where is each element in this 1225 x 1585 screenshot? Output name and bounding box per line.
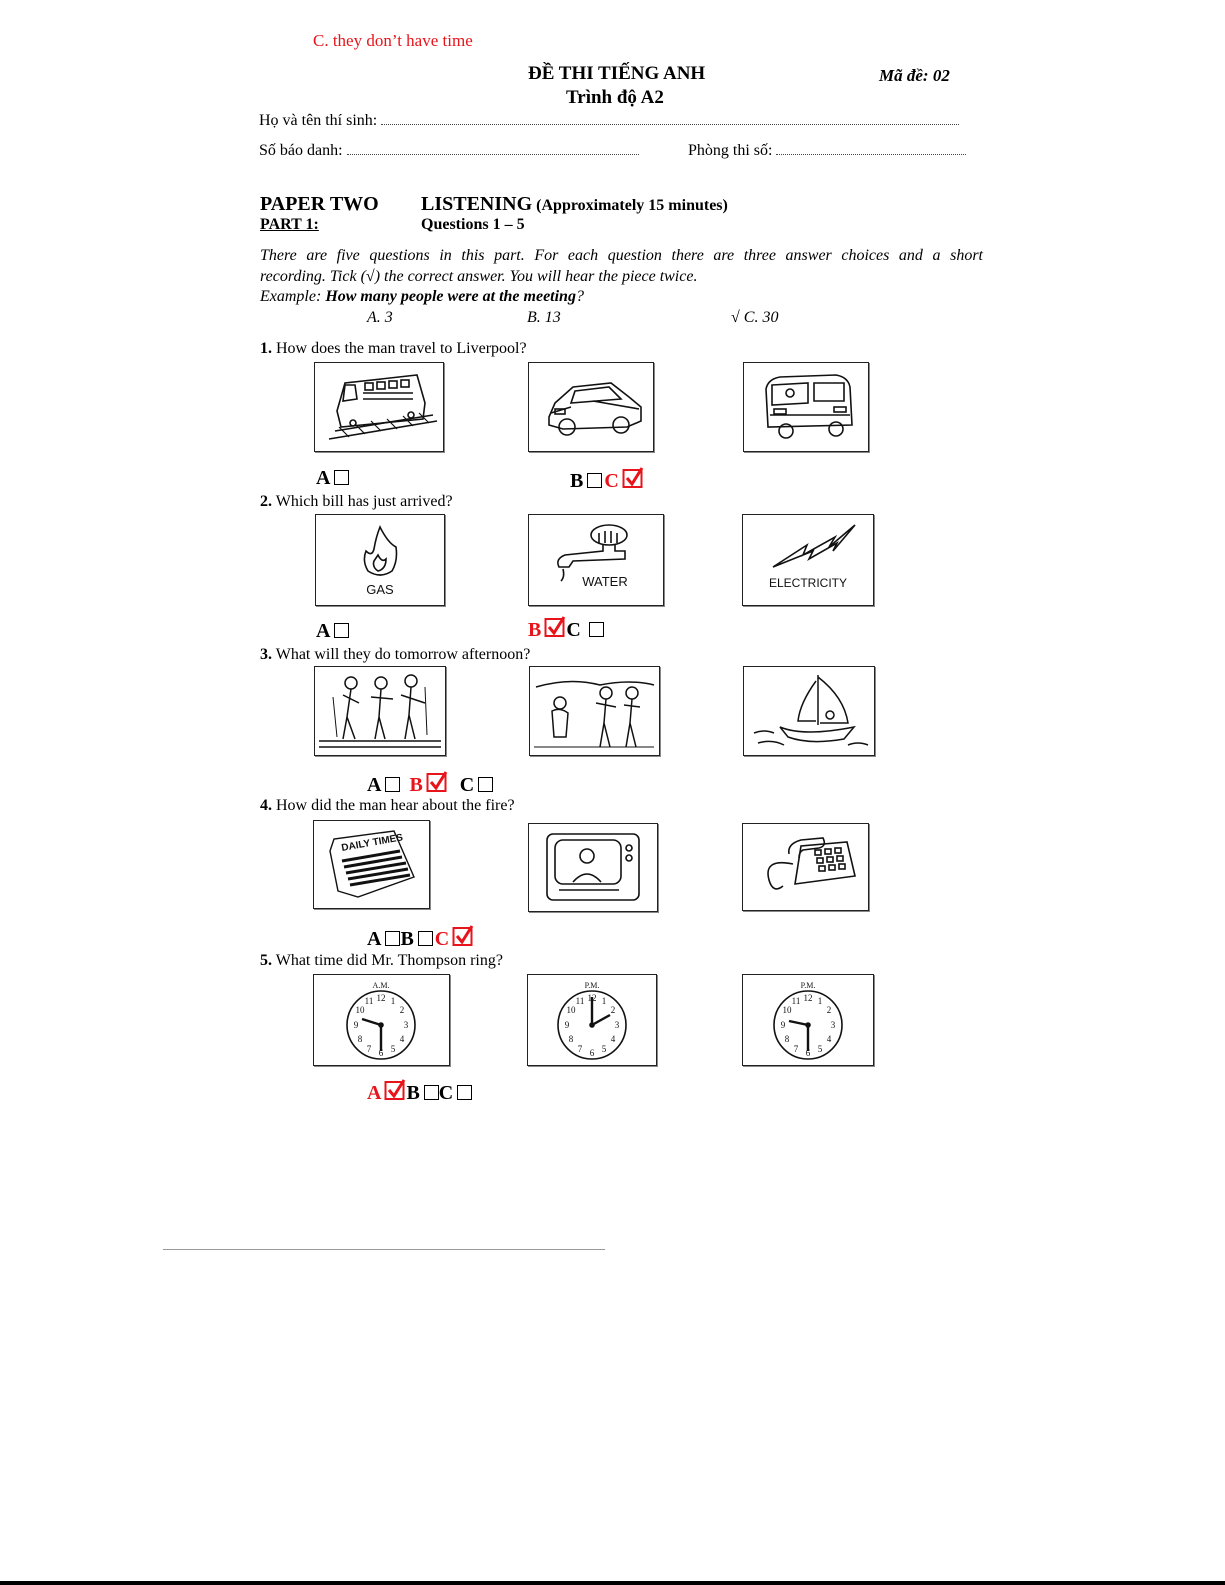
duration-label: (Approximately 15 minutes) <box>536 197 728 214</box>
svg-text:2: 2 <box>610 1005 616 1015</box>
gas-icon[interactable] <box>315 514 445 606</box>
q4-checkbox-a[interactable] <box>385 931 400 946</box>
clock-pm-icon-2[interactable] <box>742 974 874 1066</box>
q2-choice-a <box>316 620 349 643</box>
question-3 <box>260 646 530 664</box>
q5-choices <box>367 1079 472 1105</box>
svg-text:6: 6 <box>805 1048 811 1058</box>
q4-choices <box>367 925 474 951</box>
clock-1-label: A.M. <box>372 981 390 990</box>
q5-choice-b-label: B <box>406 1082 420 1104</box>
car-icon[interactable] <box>528 362 654 452</box>
svg-text:5: 5 <box>817 1044 823 1054</box>
section-heading <box>421 193 728 216</box>
q4-choice-b-label: B <box>400 928 414 950</box>
q3-choice-c-label: C <box>459 774 475 796</box>
svg-text:6: 6 <box>378 1048 384 1058</box>
clock-pm-icon-1[interactable] <box>527 974 657 1066</box>
q2-choice-c-label: C <box>566 619 581 641</box>
question-1-text: How does the man travel to Liverpool? <box>276 340 527 357</box>
q1-choice-c-label: C <box>604 470 619 492</box>
q4-choice-a-label: A <box>367 928 382 950</box>
water-label: WATER <box>582 574 628 589</box>
example-option-b: B. 13 <box>527 309 561 326</box>
svg-text:3: 3 <box>403 1020 409 1030</box>
svg-text:9: 9 <box>780 1020 786 1030</box>
q4-checkbox-b[interactable] <box>418 931 433 946</box>
q1-checkbox-a[interactable] <box>334 470 349 485</box>
svg-text:2: 2 <box>399 1005 405 1015</box>
question-1-number: 1. <box>260 340 272 357</box>
q3-checkbox-c[interactable] <box>478 777 493 792</box>
paper-label: PAPER TWO <box>260 193 379 215</box>
example-option-a: A. 3 <box>367 309 393 326</box>
svg-text:6: 6 <box>589 1048 595 1058</box>
q2-choice-b-label: B <box>528 619 542 641</box>
q3-choice-a-label: A <box>367 774 382 796</box>
id-label: Số báo danh: <box>259 142 343 159</box>
clock-am-icon[interactable] <box>313 974 450 1066</box>
room-dotted-line <box>776 142 966 155</box>
svg-text:8: 8 <box>568 1034 574 1044</box>
question-4-text: How did the man hear about the fire? <box>276 797 515 814</box>
answer-note: C. they don’t have time <box>313 31 473 50</box>
name-dotted-line <box>381 112 959 125</box>
example-question: How many people were at the meeting <box>325 288 576 305</box>
q5-checked-a-icon[interactable] <box>384 1079 406 1101</box>
svg-text:7: 7 <box>793 1044 799 1054</box>
question-1 <box>260 340 527 358</box>
svg-text:2: 2 <box>826 1005 832 1015</box>
question-2 <box>260 493 453 511</box>
q5-choice-a-label: A <box>367 1082 382 1104</box>
svg-text:4: 4 <box>399 1034 405 1044</box>
q1-checkbox-b[interactable] <box>587 473 602 488</box>
newspaper-label: DAILY TIMES <box>340 832 404 854</box>
name-field <box>259 112 959 130</box>
q3-checkbox-a[interactable] <box>385 777 400 792</box>
q3-choice-b-label: B <box>409 774 423 796</box>
example-line <box>260 288 584 306</box>
clock-2-label: P.M. <box>584 981 600 990</box>
svg-text:4: 4 <box>610 1034 616 1044</box>
question-5-number: 5. <box>260 952 272 969</box>
svg-text:3: 3 <box>830 1020 836 1030</box>
q5-choice-c-label: C <box>438 1082 454 1104</box>
electricity-label: ELECTRICITY <box>768 576 848 590</box>
q2-choice-a-label: A <box>316 620 331 642</box>
question-2-text: Which bill has just arrived? <box>275 493 453 510</box>
svg-text:5: 5 <box>601 1044 607 1054</box>
svg-text:5: 5 <box>390 1044 396 1054</box>
q3-checked-b-icon[interactable] <box>426 771 448 793</box>
instructions-line-2: recording. Tick (√) the correct answer. You will hear the piece twice. <box>260 268 698 285</box>
question-4-number: 4. <box>260 797 272 814</box>
electricity-icon[interactable] <box>742 514 874 606</box>
svg-text:9: 9 <box>564 1020 570 1030</box>
newspaper-icon[interactable] <box>313 820 430 909</box>
q2-checkbox-a[interactable] <box>334 623 349 638</box>
hiking-group-icon[interactable] <box>529 666 660 756</box>
train-icon[interactable] <box>314 362 444 452</box>
questions-range: Questions 1 – 5 <box>421 216 525 233</box>
q5-checkbox-b[interactable] <box>424 1085 439 1100</box>
bus-icon[interactable] <box>743 362 869 452</box>
q4-checked-c-icon[interactable] <box>452 925 474 947</box>
q3-choices <box>367 771 493 797</box>
svg-text:10: 10 <box>566 1005 576 1015</box>
section-label: LISTENING <box>421 193 533 215</box>
svg-text:10: 10 <box>355 1005 365 1015</box>
svg-text:9: 9 <box>353 1020 359 1030</box>
svg-text:7: 7 <box>366 1044 372 1054</box>
q1-choice-a <box>316 467 349 490</box>
svg-text:12: 12 <box>376 993 386 1003</box>
question-4 <box>260 797 515 815</box>
svg-text:11: 11 <box>791 996 801 1006</box>
svg-text:8: 8 <box>784 1034 790 1044</box>
svg-text:1: 1 <box>390 996 396 1006</box>
gas-label: GAS <box>366 582 394 597</box>
question-5-text: What time did Mr. Thompson ring? <box>275 952 503 969</box>
example-option-c: √ C. 30 <box>731 309 779 326</box>
exam-code: Mã đề: 02 <box>879 66 950 85</box>
question-5 <box>260 952 503 970</box>
q1-choice-a-label: A <box>316 467 331 489</box>
id-field <box>259 142 639 160</box>
svg-text:8: 8 <box>357 1034 363 1044</box>
page-bottom-border <box>0 1581 1225 1585</box>
svg-text:11: 11 <box>575 996 585 1006</box>
example-qmark: ? <box>575 288 584 305</box>
room-label: Phòng thi số: <box>688 142 773 159</box>
svg-text:12: 12 <box>587 993 597 1003</box>
room-field <box>688 142 966 160</box>
example-label: Example: <box>260 288 322 305</box>
television-icon[interactable] <box>528 823 658 912</box>
svg-text:7: 7 <box>577 1044 583 1054</box>
q4-choice-c-label: C <box>434 928 450 950</box>
q1-choice-bc <box>570 467 644 493</box>
q5-checkbox-c[interactable] <box>457 1085 472 1100</box>
id-dotted-line <box>347 142 639 155</box>
svg-text:12: 12 <box>803 993 813 1003</box>
name-label: Họ và tên thí sinh: <box>259 112 378 129</box>
footnote-separator <box>163 1249 605 1250</box>
q1-choice-b-label: B <box>570 470 584 492</box>
page-title: ĐỀ THI TIẾNG ANH <box>528 63 706 84</box>
walking-people-icon[interactable] <box>314 666 446 756</box>
q2-checkbox-c[interactable] <box>589 622 604 637</box>
q1-checked-c-icon[interactable] <box>622 467 644 489</box>
question-3-number: 3. <box>260 646 272 663</box>
part-label: PART 1: <box>260 216 319 233</box>
telephone-icon[interactable] <box>742 823 869 911</box>
svg-text:1: 1 <box>601 996 607 1006</box>
svg-text:1: 1 <box>817 996 823 1006</box>
instructions-line-1: There are five questions in this part. For each question there are three answer choices and a short <box>260 247 983 264</box>
water-tap-icon[interactable] <box>528 514 664 606</box>
clock-3-label: P.M. <box>800 981 816 990</box>
svg-text:10: 10 <box>782 1005 792 1015</box>
q2-checked-b-icon[interactable] <box>544 616 566 638</box>
q2-choice-bc <box>528 616 604 642</box>
page-subtitle: Trình độ A2 <box>566 87 664 108</box>
svg-text:4: 4 <box>826 1034 832 1044</box>
question-2-number: 2. <box>260 493 272 510</box>
svg-text:11: 11 <box>364 996 374 1006</box>
sailing-boat-icon[interactable] <box>743 666 875 756</box>
svg-text:3: 3 <box>614 1020 620 1030</box>
question-3-text: What will they do tomorrow afternoon? <box>275 646 531 663</box>
